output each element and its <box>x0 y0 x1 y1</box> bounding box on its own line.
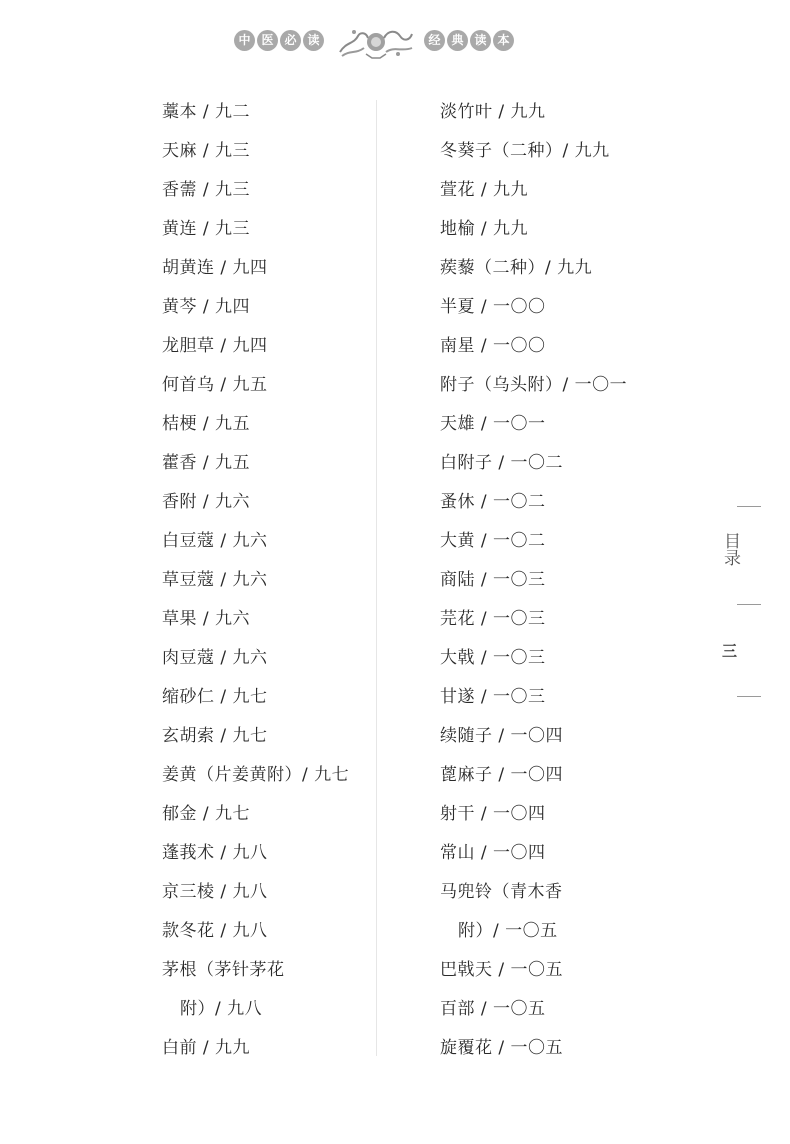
toc-right-column <box>440 96 627 1071</box>
toc-entry: 南星 / 一〇〇 <box>440 336 546 356</box>
toc-entry: 大黄 / 一〇二 <box>440 531 546 551</box>
toc-entry: 藿香 / 九五 <box>162 453 251 473</box>
toc-entry: 何首乌 / 九五 <box>162 375 268 395</box>
toc-entry: 白附子 / 一〇二 <box>440 453 564 473</box>
side-rule-middle <box>737 604 761 605</box>
side-rule-bottom <box>737 696 761 697</box>
edition-title-char: 本 <box>493 30 514 51</box>
side-rule-top <box>737 506 761 507</box>
toc-entry: 附子（乌头附）/ 一〇一 <box>440 375 628 395</box>
toc-entry: 白豆蔻 / 九六 <box>162 531 268 551</box>
toc-entry: 蓬莪术 / 九八 <box>162 843 268 863</box>
toc-entry: 肉豆蔻 / 九六 <box>162 648 268 668</box>
toc-entry: 草果 / 九六 <box>162 609 251 629</box>
edition-title-char: 经 <box>424 30 445 51</box>
toc-entry: 香薷 / 九三 <box>162 180 251 200</box>
toc-entry: 商陆 / 一〇三 <box>440 570 546 590</box>
toc-entry-continuation: 附）/ 一〇五 <box>458 921 558 941</box>
section-title: 目录 <box>720 532 740 566</box>
edition-title <box>424 30 514 51</box>
series-title-char: 医 <box>257 30 278 51</box>
toc-entry: 巴戟天 / 一〇五 <box>440 960 564 980</box>
toc-entry: 蒺藜（二种）/ 九九 <box>440 258 593 278</box>
toc-entry: 款冬花 / 九八 <box>162 921 268 941</box>
series-title-char: 中 <box>234 30 255 51</box>
toc-entry: 天麻 / 九三 <box>162 141 251 161</box>
toc-entry: 淡竹叶 / 九九 <box>440 102 546 122</box>
toc-entry: 草豆蔻 / 九六 <box>162 570 268 590</box>
toc-entry: 郁金 / 九七 <box>162 804 251 824</box>
toc-entry: 蚤休 / 一〇二 <box>440 492 546 512</box>
toc-entry: 大戟 / 一〇三 <box>440 648 546 668</box>
toc-entry: 龙胆草 / 九四 <box>162 336 268 356</box>
toc-entry: 玄胡索 / 九七 <box>162 726 268 746</box>
page-number: 三 <box>722 642 738 660</box>
toc-entry: 萱花 / 九九 <box>440 180 529 200</box>
toc-entry: 香附 / 九六 <box>162 492 251 512</box>
toc-entry: 半夏 / 一〇〇 <box>440 297 546 317</box>
toc-entry: 百部 / 一〇五 <box>440 999 546 1019</box>
toc-entry: 芫花 / 一〇三 <box>440 609 546 629</box>
column-divider <box>376 100 377 1056</box>
toc-entry: 缩砂仁 / 九七 <box>162 687 268 707</box>
toc-entry: 姜黄（片姜黄附）/ 九七 <box>162 765 350 785</box>
toc-entry: 旋覆花 / 一〇五 <box>440 1038 564 1058</box>
toc-entry: 蓖麻子 / 一〇四 <box>440 765 564 785</box>
toc-entry: 京三棱 / 九八 <box>162 882 268 902</box>
toc-left-column <box>162 96 349 1071</box>
series-title <box>234 30 324 51</box>
toc-entry: 冬葵子（二种）/ 九九 <box>440 141 610 161</box>
decorative-emblem-icon <box>336 22 416 62</box>
page-header <box>0 22 790 62</box>
toc-entry: 黄连 / 九三 <box>162 219 251 239</box>
toc-entry: 马兜铃（青木香 <box>440 882 563 902</box>
toc-entry: 甘遂 / 一〇三 <box>440 687 546 707</box>
edition-title-char: 典 <box>447 30 468 51</box>
toc-entry: 胡黄连 / 九四 <box>162 258 268 278</box>
toc-entry: 天雄 / 一〇一 <box>440 414 546 434</box>
toc-entry: 地榆 / 九九 <box>440 219 529 239</box>
toc-entry: 常山 / 一〇四 <box>440 843 546 863</box>
toc-entry: 藁本 / 九二 <box>162 102 251 122</box>
toc-entry: 茅根（茅针茅花 <box>162 960 285 980</box>
series-title-char: 读 <box>303 30 324 51</box>
toc-entry: 续随子 / 一〇四 <box>440 726 564 746</box>
toc-entry-continuation: 附）/ 九八 <box>180 999 263 1019</box>
toc-entry: 白前 / 九九 <box>162 1038 251 1058</box>
toc-entry: 射干 / 一〇四 <box>440 804 546 824</box>
toc-entry: 黄芩 / 九四 <box>162 297 251 317</box>
series-title-char: 必 <box>280 30 301 51</box>
edition-title-char: 读 <box>470 30 491 51</box>
toc-entry: 桔梗 / 九五 <box>162 414 251 434</box>
